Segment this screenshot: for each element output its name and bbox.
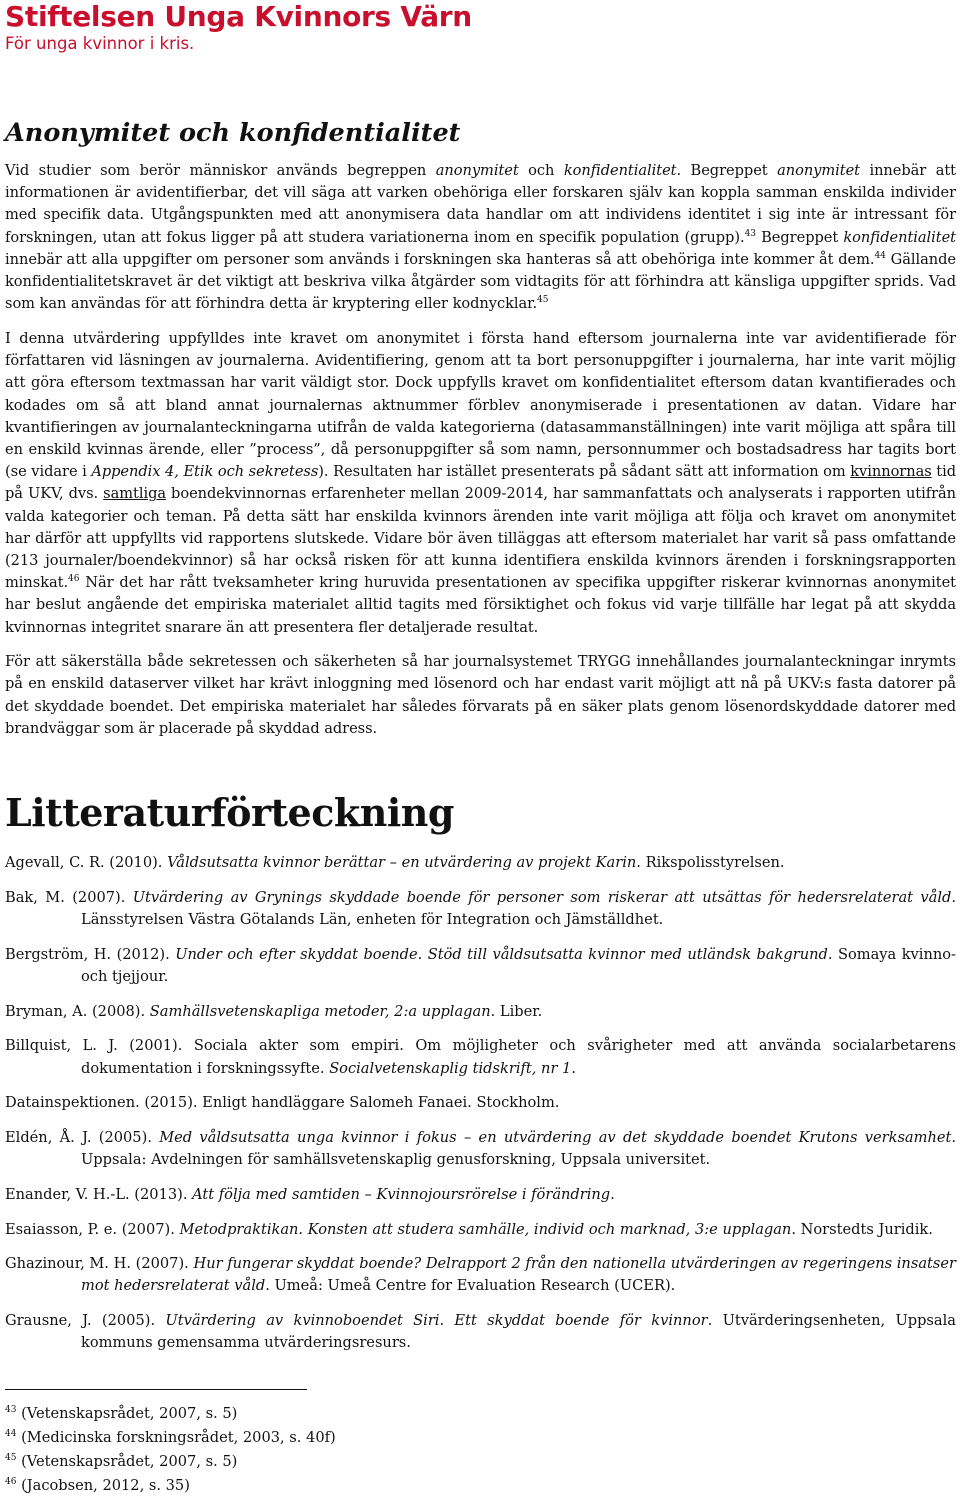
reference-title: Metodpraktikan. Konsten att studera samhälle, individ och marknad, 3:e upplagan [179,1220,792,1238]
term-emphasis: anonymitet [777,162,860,179]
reference-text: Ghazinour, M. H. (2007). [5,1255,194,1273]
paragraph-1 [5,160,956,315]
term-emphasis: anonymitet [435,162,519,179]
reference-item [5,1184,956,1206]
reference-publisher: . Norstedts Juridik. [791,1220,933,1238]
term-emphasis: konfidentialitet [843,228,956,246]
reference-publisher: . Länsstyrelsen Västra Götalands Län, enheten för Integration och Jämställdhet. [81,888,956,928]
reference-text: Eldén, Å. J. (2005). [5,1128,160,1146]
footnote-number: 45 [5,1453,17,1464]
reference-item [5,1310,956,1354]
footnote-item [5,1402,336,1426]
reference-publisher: . Liber. [490,1002,543,1020]
text: Begreppet [755,228,844,246]
reference-title: Att följa med samtiden – Kvinnojoursrörelse i förändring [192,1185,611,1203]
reference-text: Bergström, H. (2012). [5,945,176,963]
org-name: Stiftelsen Unga Kvinnors Värn [5,0,472,33]
reference-publisher: . Umeå: Umeå Centre for Evaluation Research (UCER). [265,1277,676,1295]
text: När det har rått tveksamheter kring huruvida presentationen av specifika uppgifter riskerar kvinnornas anonymitet har beslut angående det empiriska materialet alltid tagits med försiktighet och fokus vid varje tillfälle har legat på att skydda kvinnornas integritet snarare än att presentera fler detaljerade resultat. [5,574,956,636]
reference-title: Socialvetenskaplig tidskrift, nr 1 [329,1059,572,1077]
reference-text: Bryman, A. (2008). [5,1002,150,1020]
underlined-word: samtliga [103,485,167,503]
underlined-word: kvinnornas [850,463,932,481]
text: innebär att informationen är avidentifierbar, det vill säga att varken obehöriga eller forskaren själv kan koppla samman enskilda individer med specifik data. Utgångspunkten med att anonymisera data handlar om att individens identitet i sig inte är intressant för forskningen, utan att fokus ligger på att studera variationerna inom en specifik population (grupp). [5,162,957,246]
footnote-ref[interactable]: 43 [744,228,756,239]
text: boendekvinnornas erfarenheter mellan 2009-2014, har sammanfattats och analyserats i rapporten utifrån valda kategorier och teman. På detta sätt har enskilda kvinnors ärenden inte varit möjliga att följa och kravet om anonymitet har därför att uppfyllts vid rapportens slutskede. Vidare bör även tilläggas att eftersom materialet har varit så pass omfattande (213 journaler/boendekvinnor) så har också risken för att kunna identifiera enskilda kvinnors ärenden i forskningsrapporten minskat. [5,485,956,592]
reference-item [5,1219,956,1241]
text: Vid studier som berör människor används begreppen [5,162,436,179]
term-emphasis: konfidentialitet [563,162,677,179]
reference-text: Bak, M. (2007). [5,888,133,906]
footnote-divider [5,1389,307,1390]
reference-item [5,944,956,988]
reference-item [5,1253,956,1297]
footnote-item [5,1474,336,1498]
reference-publisher: . [610,1185,615,1203]
reference-publisher: . Somaya kvinno- och tjejjour. [81,945,956,985]
reference-text: Billquist, L. J. (2001). Sociala akter som empiri. Om möjligheter och svårigheter med att använda socialarbetarens dokumentation i forskningssyfte. [5,1037,956,1077]
reference-item [5,1092,956,1114]
footnote-number: 44 [5,1429,17,1440]
org-logo [5,0,472,54]
text: innebär att alla uppgifter om personer som används i forskningen ska hanteras så att obehöriga inte kommer åt dem. [5,250,875,268]
footnote-text: (Medicinska forskningsrådet, 2003, s. 40f) [16,1429,336,1446]
reference-title: Hur fungerar skyddat boende? Delrapport 2 från den nationella utvärderingen av regeringens insatser mot hedersrelaterat våld [81,1255,956,1295]
reference-title: Utvärdering av Grynings skyddade boende för personer som riskerar att utsättas för hedersrelaterat våld [132,888,952,906]
text: I denna utvärdering uppfylldes inte kravet om anonymitet i första hand eftersom journalerna inte var avidentifierade för författaren vid läsningen av journalerna. Avidentifiering, genom att ta bort personuppgifter i journalerna, har inte varit möjlig att göra eftersom textmassan har varit väldigt stor. Dock uppfylls kravet om konfidentialitet eftersom datan kvantifierades och kodades om så att bland annat journalernas aktnummer förblev anonymiserade i presentationen av datan. Vidare har kvantifieringen av journalanteckningarna utifrån de valda kategorierna (datasammanställningen) inte varit möjliga att spåra till en enskild kvinnas ärende, eller ”process”, då personuppgifter så som namn, personnummer och bostadsadress har tagits bort (se vidare i [5,329,956,481]
reference-publisher: . Uppsala: Avdelningen för samhällsvetenskaplig genusforskning, Uppsala universitet. [81,1128,957,1169]
reference-item [5,852,956,874]
reference-item [5,1001,956,1023]
text: och [518,162,564,179]
text: ). Resultaten har istället presenterats på sådant sätt att information om [318,463,851,481]
reference-publisher: . [571,1059,576,1077]
footnotes [5,1402,336,1498]
section-title: Anonymitet och konfidentialitet [5,118,461,148]
reference-item [5,887,956,931]
paragraph-3: För att säkerställa både sekretessen och säkerheten så har journalsystemet TRYGG innehållandes journalanteckningar inrymts på en enskild dataserver vilket har krävt inloggning med lösenord och har endast varit möjligt att nå på UKV:s fasta datorer på det skyddade boendet. Det empiriska materialet har således förvarats på en säker plats genom lösenordskyddade datorer med brandväggar som är placerade på skyddad adress. [5,653,956,737]
footnote-ref[interactable]: 46 [68,574,80,585]
footnote-ref[interactable]: 44 [874,250,886,261]
footnote-ref[interactable]: 45 [537,295,549,306]
paragraph-2 [5,328,956,639]
reference-title: Under och efter skyddat boende. Stöd till våldsutsatta kvinnor med utländsk bakgrund [175,945,828,963]
reference-text: Agevall, C. R. (2010). [5,854,168,872]
reference-title: Med våldsutsatta unga kvinnor i fokus – en utvärdering av det skyddade boendet Krutons verksamhet [159,1128,952,1146]
footnote-text: (Vetenskapsrådet, 2007, s. 5) [16,1453,238,1470]
reference-text: Datainspektionen. (2015). Enligt handläggare Salomeh Fanaei. Stockholm. [5,1094,560,1112]
text: . Begreppet [676,162,778,179]
reference-list [5,852,956,1354]
footnote-number: 43 [5,1405,17,1416]
main-content [5,118,956,1367]
appendix-reference: Appendix 4, Etik och sekretess [91,463,319,481]
bibliography-title: Litteraturförteckning [5,790,454,836]
text: tid på UKV, dvs. [5,463,956,503]
reference-item [5,1035,956,1079]
reference-title: Utvärdering av kvinnoboendet Siri. Ett skyddat boende för kvinnor [165,1312,708,1330]
footnote-number: 46 [5,1477,17,1488]
org-tagline: För unga kvinnor i kris. [5,34,195,53]
text: Gällande konfidentialitetskravet är det viktigt att beskriva vilka åtgärder som vidtagits för att förhindra att känsliga uppgifter sprids. Vad som kan användas för att förhindra detta är kryptering eller kodnycklar. [5,250,956,313]
footnote-text: (Jacobsen, 2012, s. 35) [16,1477,190,1494]
reference-text: Esaiasson, P. e. (2007). [5,1220,180,1238]
footnote-item [5,1450,336,1474]
reference-item [5,1127,956,1171]
reference-text: Enander, V. H.-L. (2013). [5,1185,193,1203]
footnote-text: (Vetenskapsrådet, 2007, s. 5) [16,1405,238,1422]
reference-title: Våldsutsatta kvinnor berättar – en utvärdering av projekt Karin [167,854,637,872]
reference-title: Samhällsvetenskapliga metoder, 2:a upplagan [149,1002,491,1020]
reference-text: Grausne, J. (2005). [5,1312,166,1330]
reference-publisher: . Utvärderingsenheten, Uppsala kommuns gemensamma utvärderingsresurs. [81,1312,956,1352]
footnote-item [5,1426,336,1450]
reference-publisher: . Rikspolisstyrelsen. [636,854,785,872]
